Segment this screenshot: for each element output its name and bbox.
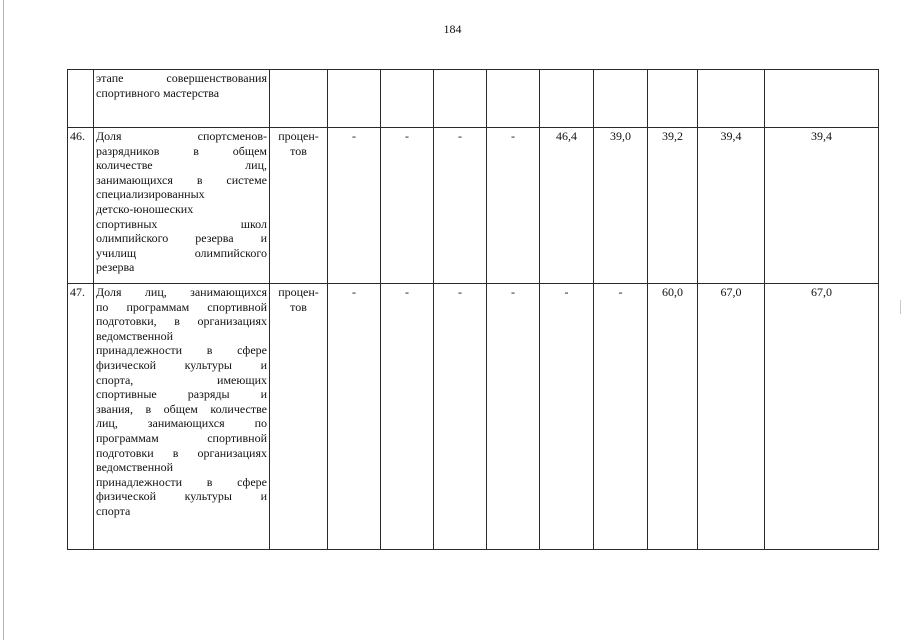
indicator-name-line: специализированных [96,187,205,202]
indicator-name-line: принадлежности в сфере [96,343,267,358]
value-cell: - [487,284,540,550]
indicator-name-line: лиц, занимающихся по [96,416,267,431]
indicator-name-line: училищ олимпийского [96,245,267,260]
value-cell: 39,2 [648,128,698,284]
value-cell: - [540,284,594,550]
indicator-name-line: принадлежности в сфере [96,474,267,489]
indicator-name-line: спортивных школ [96,216,267,231]
row-number-cell: 46. [68,128,94,284]
unit-line: процен- [278,129,319,143]
indicator-name-cell [94,70,270,128]
table-row-continuation [68,70,879,128]
indicator-name-line: программам спортивной [96,430,267,445]
indicator-name-line: спорта, имеющих [96,372,267,387]
value-cell: 46,4 [540,128,594,284]
unit-line: процен- [278,285,319,299]
indicator-name-line: занимающихся в системе [96,172,267,187]
indicator-name-line: по программам спортивной [96,299,267,314]
value-cell [540,70,594,128]
row-number-cell [68,70,94,128]
value-cell [434,70,487,128]
indicator-name-line: детско-юношеских [96,201,194,216]
value-cell: 67,0 [698,284,765,550]
unit-cell [270,284,328,550]
value-cell [328,70,381,128]
indicator-name-line: спорта [96,503,131,518]
value-cell [487,70,540,128]
value-cell: 60,0 [648,284,698,550]
data-table [67,69,879,550]
indicator-name-line: количестве лиц, [96,158,267,173]
value-cell: - [381,284,434,550]
unit-cell [270,70,328,128]
page-number: 184 [443,22,462,36]
scan-edge-right [900,300,901,314]
indicator-name-line: спортивные разряды и [96,387,267,402]
indicator-name-line: подготовки в организациях [96,445,267,460]
indicator-name-line: подготовки, в организациях [96,314,267,329]
indicator-name-line: ведомственной [96,328,173,343]
value-cell [698,70,765,128]
scan-edge-left [3,0,4,640]
unit-cell [270,128,328,284]
indicator-name-line: физической культуры и [96,357,267,372]
value-cell: - [434,128,487,284]
table-row [68,128,879,284]
indicator-name-line: этапе совершенствования [96,71,267,85]
value-cell: 39,0 [594,128,648,284]
value-cell: - [594,284,648,550]
indicator-name-line: физической культуры и [96,489,267,504]
value-cell: - [328,128,381,284]
value-cell: - [434,284,487,550]
indicator-name-cell [94,284,270,550]
value-cell: - [381,128,434,284]
indicator-name-line: спортивного мастерства [96,85,220,100]
indicator-name-line: разрядников в общем [96,143,267,158]
value-cell [765,70,879,128]
indicator-name-line: Доля спортсменов- [96,129,267,143]
value-cell: - [487,128,540,284]
indicator-name-line: резерва [96,260,135,275]
indicator-name-line: олимпийского резерва и [96,231,267,246]
row-number-cell: 47. [68,284,94,550]
value-cell [648,70,698,128]
table-row [68,284,879,550]
value-cell: 39,4 [698,128,765,284]
indicator-name-line: ведомственной [96,460,173,475]
indicator-name-line: звания, в общем количестве [96,401,267,416]
value-cell [381,70,434,128]
value-cell [594,70,648,128]
indicator-name-line: Доля лиц, занимающихся [96,285,267,299]
indicator-name-cell [94,128,270,284]
unit-line: тов [290,299,307,314]
unit-line: тов [290,143,307,158]
value-cell: 39,4 [765,128,879,284]
value-cell: 67,0 [765,284,879,550]
value-cell: - [328,284,381,550]
